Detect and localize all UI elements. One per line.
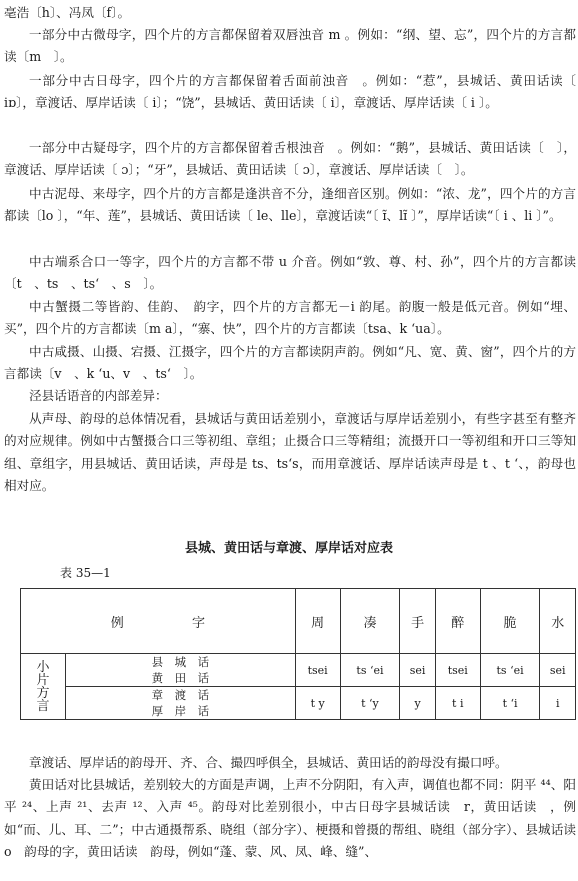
dialect-name: 厚 岸 话 bbox=[151, 704, 210, 718]
char-cell: 脆 bbox=[480, 589, 540, 654]
dialect-names bbox=[66, 654, 296, 687]
paragraph: 中古泥母、来母字，四个片的方言都是逢洪音不分，逢细音区别。例如：“浓、龙”，四个片的方言都读〔lo 〕，“年、莲”，县城话、黄田话读〔 le、lle〕，章渡话读“〔 ɪ̃、lɪ̃ 〕”，厚岸话读“〔 i 、li 〕”。 bbox=[4, 186, 576, 224]
char-cell: 凑 bbox=[340, 589, 400, 654]
paragraph: 一部分中古疑母字，四个片的方言都保留着舌根浊音 。例如：“鹅”，县城话、黄田话读〔 〕，章渡话、厚岸话读〔 ɔ〕；“牙”，县城话、黄田话读〔 ɔ〕，章渡话、厚岸话读〔 〕。 bbox=[4, 140, 576, 178]
table-cell: t y bbox=[295, 687, 340, 720]
char-cell: 手 bbox=[400, 589, 435, 654]
dialect-name: 黄 田 话 bbox=[151, 671, 210, 685]
table-cell: sei bbox=[540, 654, 576, 687]
table-cell: t i bbox=[435, 687, 480, 720]
char-cell: 周 bbox=[295, 589, 340, 654]
table-cell: ts ‘ei bbox=[480, 654, 540, 687]
header-label: 字 bbox=[192, 615, 206, 631]
group-label bbox=[21, 654, 66, 720]
group-char: 片 bbox=[36, 672, 50, 688]
correspondence-table bbox=[20, 588, 576, 720]
paragraph: 中古咸摄、山摄、宕摄、江摄字，四个片的方言都读阴声韵。例如“凡、宽、黄、窗”，四个片的方言都读〔v 、k ‘u、v 、ts‘ 〕。 bbox=[4, 344, 576, 382]
paragraph: 一部分中古日母字，四个片的方言都保留着舌面前浊音 。例如：“惹”，县城话、黄田话读〔 iɒ〕，章渡话、厚岸话读〔 i〕；“饶”，县城话、黄田话读〔 i〕，章渡话、厚岸话读〔 i 〕。 bbox=[4, 73, 576, 111]
table-cell: tsei bbox=[295, 654, 340, 687]
header-example-char bbox=[21, 589, 296, 654]
header-label: 例 bbox=[110, 615, 124, 631]
table-row bbox=[21, 654, 576, 687]
paragraph: 章渡话、厚岸话的韵母开、齐、合、撮四呼俱全，县城话、黄田话的韵母没有撮口呼。 bbox=[29, 755, 508, 770]
table-cell: t ‘y bbox=[340, 687, 400, 720]
table-title: 县城、黄田话与章渡、厚岸话对应表 bbox=[184, 541, 393, 556]
dialect-name: 章 渡 话 bbox=[151, 688, 210, 702]
paragraph: 中古蟹摄二等皆韵、佳韵、 韵字，四个片的方言都无－i 韵尾。韵腹一般是低元音。例如“埋、买”，四个片的方言都读〔m a〕，“寨、快”，四个片的方言都读〔tsa、k ‘ua〕。 bbox=[4, 299, 576, 337]
table-cell: t ‘i bbox=[480, 687, 540, 720]
table-number: 表 35—1 bbox=[60, 566, 111, 580]
dialect-names bbox=[66, 687, 296, 720]
table-header-row bbox=[21, 589, 576, 654]
table-row bbox=[21, 687, 576, 720]
table-cell: sei bbox=[400, 654, 435, 687]
table-cell: i bbox=[540, 687, 576, 720]
paragraph: 黄田话对比县城话，差别较大的方面是声调，上声不分阴阳，有入声，调值也都不同：阴平 ⁴⁴、阳平 ²⁴、上声 ²¹、去声 ¹²、入声 ⁴⁵。韵母对比差别很小，中古日母字县城话读 r，黄田话读 ，例如“而、儿、耳、二”；中古通摄帮系、晓组（部分字）、梗摄和曾摄的帮组、晓组（部分字）、县城话读 o 韵母的字，黄田话读 韵母，例如“蓬、蒙、风、凤、峰、缝”、 bbox=[4, 777, 576, 860]
char-cell: 水 bbox=[540, 589, 576, 654]
paragraph: 亳浩〔h〕、冯凤〔f〕。 bbox=[4, 5, 131, 20]
group-char: 言 bbox=[36, 698, 50, 714]
dialect-name: 县 城 话 bbox=[151, 655, 210, 669]
paragraph: 从声母、韵母的总体情况看，县城话与黄田话差别小，章渡话与厚岸话差别小，有些字甚至有整齐的对应规律。例如中古蟹摄合口三等初组、章组；止摄合口三等精组；流摄开口一等初组和开口三等知组、章组字，用县城话、黄田话读，声母是 ts、ts‘s，而用章渡话、厚岸话读声母是 t 、t ‘、，韵母也相对应。 bbox=[4, 411, 576, 494]
group-char: 小 bbox=[36, 659, 50, 675]
char-cell: 醉 bbox=[435, 589, 480, 654]
paragraph: 中古端系合口一等字，四个片的方言都不带 u 介音。例如“敦、尊、村、孙”，四个片的方言都读〔t 、ts 、ts‘ 、s 〕。 bbox=[4, 254, 576, 292]
group-char: 方 bbox=[36, 685, 50, 701]
table-cell: tsei bbox=[435, 654, 480, 687]
paragraph: 一部分中古微母字，四个片的方言都保留着双唇浊音 m 。例如：“纲、望、忘”，四个片的方言都读〔m 〕。 bbox=[4, 27, 576, 65]
table-cell: y bbox=[400, 687, 435, 720]
table-cell: ts ‘ei bbox=[340, 654, 400, 687]
paragraph: 泾县话语音的内部差异： bbox=[29, 388, 168, 403]
